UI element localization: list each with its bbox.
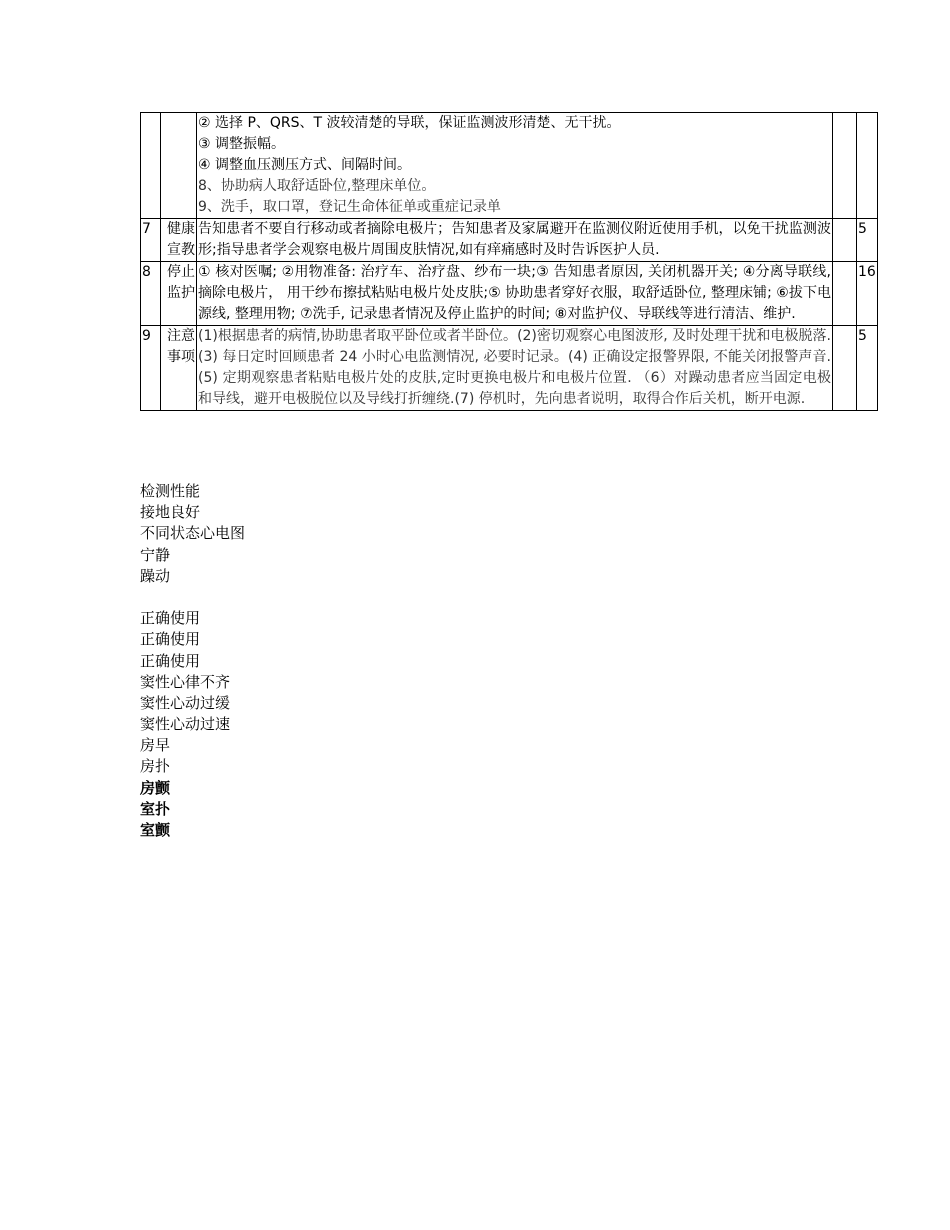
list-item: 宁静 <box>140 545 171 564</box>
extra-cell <box>833 113 857 219</box>
score-cell <box>857 113 878 219</box>
list-item-bold: 室颤 <box>140 821 171 839</box>
extra-cell <box>833 219 857 262</box>
content-cell: (1)根据患者的病情,协助患者取平卧位或者半卧位。(2)密切观察心电图波形, 及时处理干扰和电极脱落. (3) 每日定时回顾患者 24 小时心电监测情况, 必要时记录。(4) 正确设定报警界限, 不能关闭报警声音.(5) 定期观察患者粘贴电极片处的皮肤,定时更换电极片和电极片位置. （6）对躁动患者应当固定电极和导线，避开电极脱位以及导线打折缠绕.(7) 停机时，先向患者说明，取得合作后关机，断开电源. <box>197 326 833 411</box>
table-row <box>141 113 878 219</box>
content-cell: ① 核对医嘱; ②用物准备: 治疗车、治疗盘、纱布一块;③ 告知患者原因, 关闭机器开关; ④分离导联线,摘除电极片， 用干纱布擦拭粘贴电极片处皮肤;⑤ 协助患者穿好衣服，取舒适卧位, 整理床铺; ⑥拔下电源线, 整理用物; ⑦洗手, 记录患者情况及停止监护的时间; ⑧对监护仪、导联线等进行清洁、维护. <box>197 262 833 326</box>
list-item-bold: 房颤 <box>140 778 171 797</box>
category-cell <box>161 113 197 219</box>
step-line: 8、协助病人取舒适卧位,整理床单位。 <box>198 178 436 194</box>
list-item: 房早 <box>140 736 171 755</box>
extra-cell <box>833 262 857 326</box>
table-row <box>141 262 878 326</box>
score-cell: 5 <box>857 219 878 262</box>
score-cell: 16 <box>857 262 878 326</box>
table-row <box>141 326 878 411</box>
step-line: ③ 调整振幅。 <box>198 136 286 152</box>
list-item-bold: 室扑 <box>140 799 171 818</box>
list-item: 不同状态心电图 <box>140 524 246 543</box>
list-item: 房扑 <box>140 757 171 776</box>
list-item: 接地良好 <box>140 503 201 522</box>
num-cell: 9 <box>141 326 161 411</box>
step-line: 9、洗手，取口罩，登记生命体征单或重症记录单 <box>198 199 501 215</box>
table-row <box>141 219 878 262</box>
step-line: ② 选择 P、QRS、T 波较清楚的导联，保证监测波形清楚、无干扰。 <box>198 115 621 131</box>
list-item: 窦性心动过缓 <box>140 693 231 712</box>
blank-line <box>140 587 245 608</box>
num-cell: 8 <box>141 262 161 326</box>
content-cell <box>197 113 833 219</box>
content-cell: 告知患者不要自行移动或者摘除电极片；告知患者及家属避开在监测仪附近使用手机，以免干扰监测波形;指导患者学会观察电极片周围皮肤情况,如有痒痛感时及时告诉医护人员. <box>197 219 833 262</box>
category-cell: 注意事项 <box>161 326 197 411</box>
list-item: 正确使用 <box>140 630 201 649</box>
score-cell: 5 <box>857 326 878 411</box>
list-item: 正确使用 <box>140 609 201 628</box>
category-cell: 停止监护 <box>161 262 197 326</box>
step-line: ④ 调整血压测压方式、间隔时间。 <box>198 157 412 173</box>
list-item: 窦性心动过速 <box>140 715 231 734</box>
list-item: 躁动 <box>140 566 171 585</box>
list-item: 窦性心律不齐 <box>140 672 231 691</box>
category-cell: 健康宣教 <box>161 219 197 262</box>
item-list <box>140 481 245 841</box>
num-cell <box>141 113 161 219</box>
num-cell: 7 <box>141 219 161 262</box>
extra-cell <box>833 326 857 411</box>
list-item: 检测性能 <box>140 482 201 500</box>
procedure-table <box>140 112 878 411</box>
list-item: 正确使用 <box>140 651 201 670</box>
